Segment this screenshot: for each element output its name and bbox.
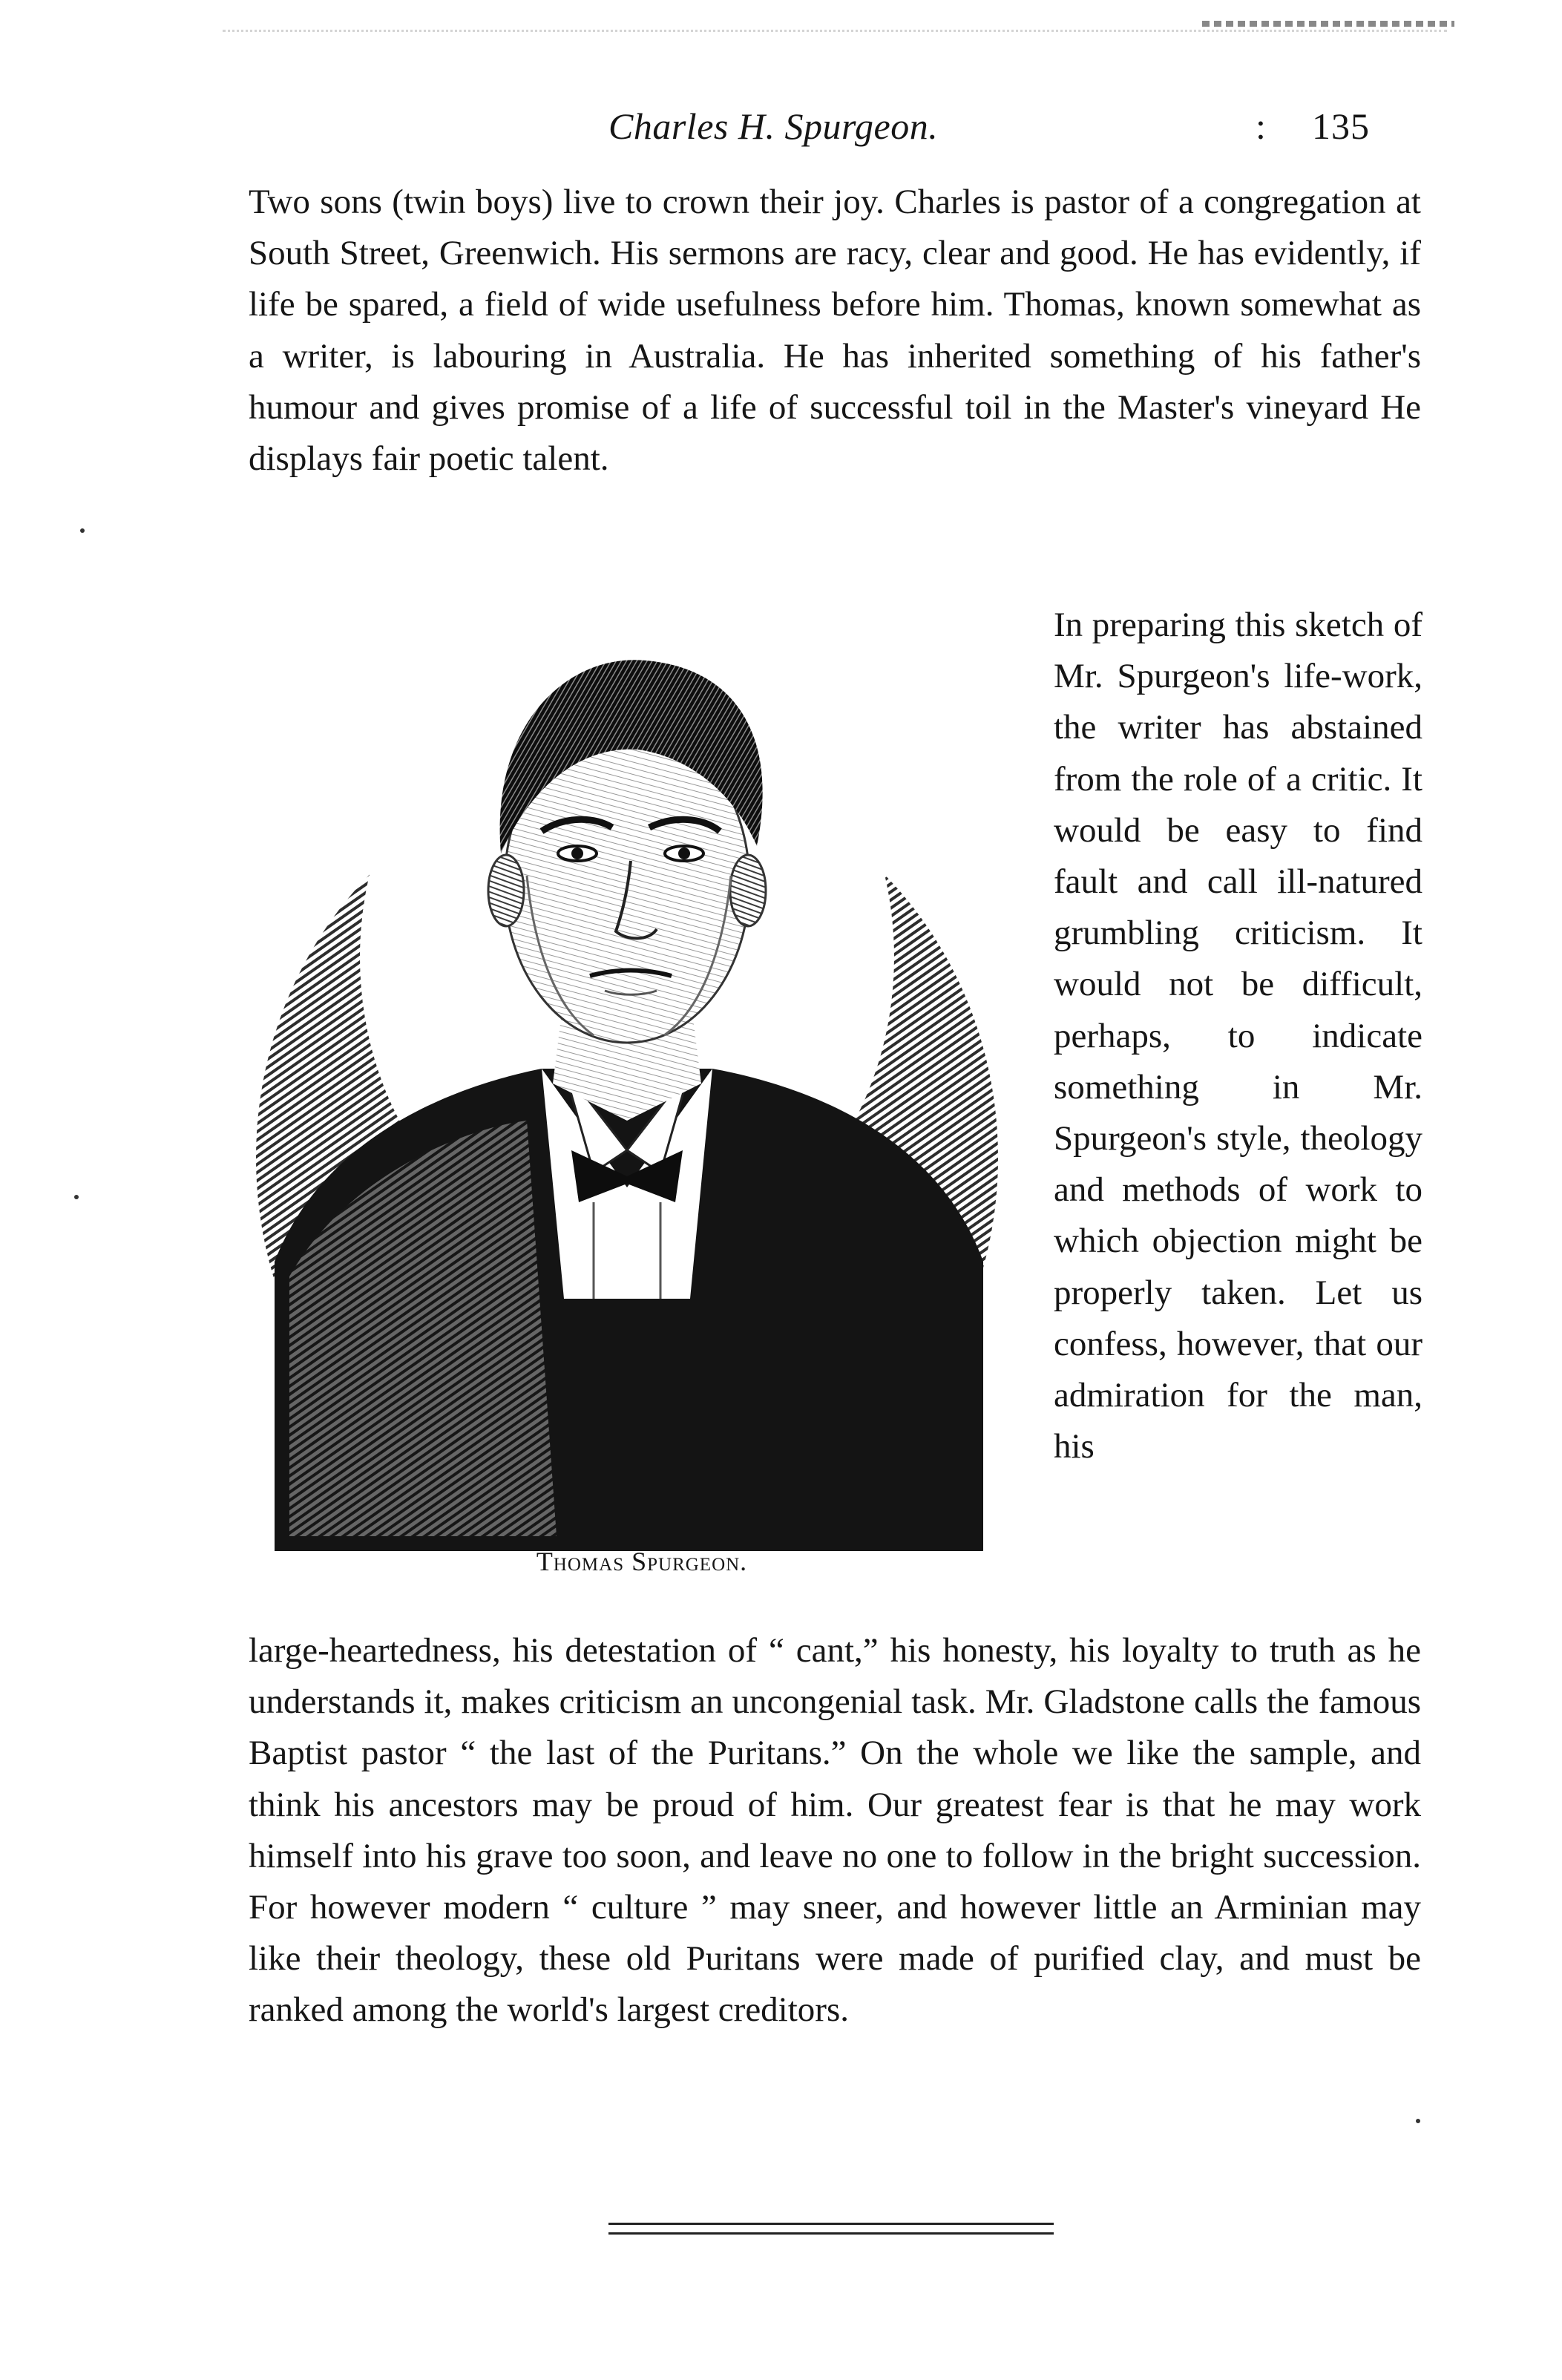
header-separator: : [1256,105,1266,147]
end-rule-bottom [608,2232,1054,2235]
scan-noise-top [223,30,1447,62]
scan-speck [80,528,85,533]
paragraph-side: In preparing this sketch of Mr. Spurgeon's life-work, the writer has abstained from the role of a critic. It would be easy to find fault and call ill-natured grumbling criticism. It would not be difficult, perhaps, to indicate something in Mr. Spurgeon's style, theology and methods of work to which objection might be properly taken. Let us confess, however, that our admiration for the man, his [1054,606,1422,1466]
portrait-caption: Thomas Spurgeon. [536,1547,748,1576]
end-rule-top [608,2223,1054,2225]
portrait-engraving [245,609,1009,1573]
paragraph-top: Two sons (twin boys) live to crown their joy. Charles is pastor of a congregation at South Street, Greenwich. His sermons are racy, clear and good. He has evidently, if life be spared, a field of wide usefulness before him. Thomas, known somewhat as a writer, is labouring in Australia. He has inherited something of his father's humour and gives promise of a life of successful toil in the Master's vineyard He displays fair poetic talent. [249,183,1421,479]
paragraph-bottom: large-heartedness, his detestation of “ cant,” his honesty, his loyalty to truth as he understands it, makes criticism an uncongenial task. Mr. Gladstone calls the famous Baptist pastor “ the last of the Puritans.” On the whole we like the sample, and think his ancestors may be proud of him. Our greatest fear is that he may work himself into his grave too soon, and leave no one to follow in the bright succession. For however modern “ culture ” may sneer, and however little an Arminian may like their theology, these old Puritans were made of purified clay, and must be ranked among the world's largest creditors. [249,1631,1421,2030]
running-title: Charles H. Spurgeon. [608,105,939,147]
page-number: 135 [1312,105,1370,147]
scan-speck [74,1195,79,1199]
scan-speck [1416,2119,1420,2123]
scan-noise-top-right [1202,21,1454,27]
